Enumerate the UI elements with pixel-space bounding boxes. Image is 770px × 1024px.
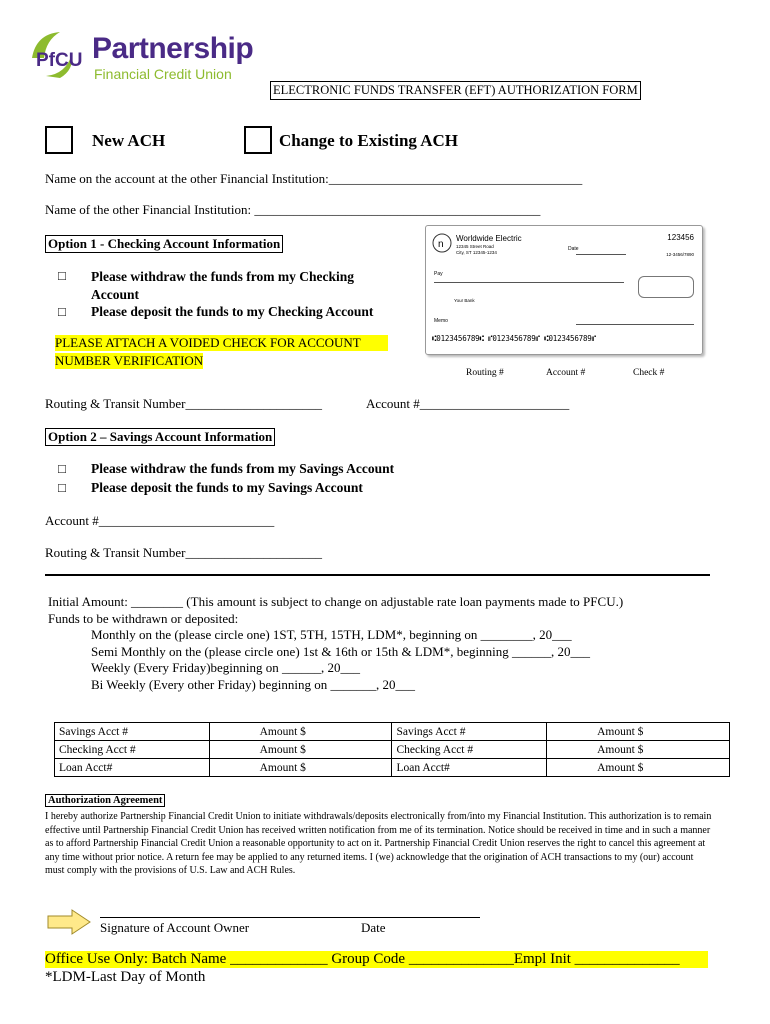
attach-notice-line2: NUMBER VERIFICATION [55, 353, 204, 368]
savings-deposit-checkbox[interactable]: □ [58, 480, 66, 495]
check-pay-label: Pay [434, 271, 443, 277]
check-address-2: City, ST 12345-1234 [456, 250, 497, 255]
lightbulb-icon [431, 232, 453, 254]
attach-check-notice [55, 334, 388, 370]
table-row [55, 723, 730, 741]
account-name-field[interactable]: Name on the account at the other Financial Institution:_______________________________________ [45, 171, 583, 186]
check-bank-code: 12-3456/7890 [666, 252, 694, 257]
check-pay-line [434, 282, 624, 283]
savings-withdraw-label: Please withdraw the funds from my Savings Account [91, 461, 395, 476]
initial-amount-field[interactable]: Initial Amount: ________ (This amount is subject to change on adjustable rate loan payments made to PFCU.) [48, 594, 624, 609]
funds-schedule-label: Funds to be withdrawn or deposited: [48, 611, 239, 626]
weekly-option[interactable]: Weekly (Every Friday)beginning on ______, 20___ [91, 660, 361, 675]
check-account-label: Account # [546, 368, 586, 378]
check-number: 123456 [667, 233, 694, 242]
semi-monthly-option[interactable]: Semi Monthly on the (please circle one) 1st & 16th or 15th & LDM*, beginning ______, 20___ [91, 644, 590, 659]
section-divider [45, 574, 710, 576]
savings-routing-field[interactable]: Routing & Transit Number_____________________ [45, 545, 322, 560]
arrow-right-icon [46, 908, 92, 936]
checking-withdraw-label: Please withdraw the funds from my Checking Account [91, 269, 354, 302]
check-date-line [576, 254, 626, 255]
check-bank-name: Your Bank [454, 298, 475, 303]
table-cell[interactable]: Amount $ [209, 723, 392, 741]
check-number-label: Check # [633, 368, 665, 378]
checking-deposit-label: Please deposit the funds to my Checking Account [91, 304, 374, 319]
monthly-option[interactable]: Monthly on the (please circle one) 1ST, 5TH, 15TH, LDM*, beginning on ________, 20___ [91, 627, 572, 642]
sample-check-image [425, 225, 703, 355]
checking-withdraw-checkbox[interactable]: □ [58, 268, 66, 283]
check-memo-label: Memo [434, 318, 448, 324]
new-ach-label: New ACH [92, 131, 166, 150]
table-cell[interactable]: Savings Acct # [392, 723, 547, 741]
check-amount-box [638, 276, 694, 298]
accounts-table [54, 722, 730, 777]
table-cell[interactable]: Loan Acct# [55, 759, 210, 777]
savings-deposit-label: Please deposit the funds to my Savings Account [91, 480, 363, 495]
institution-name-field[interactable]: Name of the other Financial Institution: ____________________________________________ [45, 202, 541, 217]
check-signature-line [576, 324, 694, 325]
agreement-header: Authorization Agreement [45, 794, 165, 807]
table-cell[interactable]: Amount $ [547, 759, 730, 777]
table-cell[interactable]: Amount $ [547, 723, 730, 741]
change-ach-label: Change to Existing ACH [279, 131, 458, 150]
table-row [55, 759, 730, 777]
check-date-label: Date [568, 246, 579, 252]
office-use-line: Office Use Only: Batch Name _____________ Group Code ______________Empl Init ______________ [45, 951, 708, 968]
svg-text:PfCU: PfCU [36, 50, 83, 71]
table-cell[interactable]: Loan Acct# [392, 759, 547, 777]
savings-withdraw-checkbox[interactable]: □ [58, 461, 66, 476]
agreement-text: I hereby authorize Partnership Financial Credit Union to initiate withdrawals/deposits electronically from/into my Financial Institution. This authorization is to remain effective until Partnership Financial Credit Union has received written notification from me of its termination. Notice should be received in time and in such a manner as to afford Partnership Financial Credit Union a reasonable opportunity to act on it. Partnership Financial Credit Union reserves the right to cancel this agreement at any time without prior notice. A return fee may be applied to any returned items. I (we) acknowledge that the origination of ACH transactions to my (our) account must comply with the provisions of U.S. Law and ACH Rules. [45, 811, 712, 876]
savings-account-field[interactable]: Account #___________________________ [45, 513, 275, 528]
logo-name: Partnership [92, 32, 254, 65]
signature-line[interactable] [100, 917, 480, 918]
table-row [55, 741, 730, 759]
check-routing-label: Routing # [466, 368, 504, 378]
option1-header: Option 1 - Checking Account Information [45, 235, 283, 253]
check-company: Worldwide Electric [456, 234, 522, 243]
checking-routing-field[interactable]: Routing & Transit Number_____________________ [45, 396, 322, 411]
change-ach-checkbox[interactable] [244, 126, 272, 154]
table-cell[interactable]: Amount $ [209, 741, 392, 759]
new-ach-checkbox[interactable] [45, 126, 73, 154]
pfcu-logo-icon [26, 28, 90, 80]
biweekly-option[interactable]: Bi Weekly (Every other Friday) beginning on _______, 20___ [91, 677, 416, 692]
logo-subtitle: Financial Credit Union [94, 66, 232, 82]
table-cell[interactable]: Amount $ [209, 759, 392, 777]
ldm-footnote: *LDM-Last Day of Month [45, 969, 206, 985]
check-address-1: 12345 Street Road [456, 244, 494, 249]
check-micr-line: ⑆0123456789⑆ ⑈0123456789⑈ ⑆0123456789⑈ [432, 334, 596, 343]
signature-date-label: Date [361, 920, 386, 935]
table-cell[interactable]: Amount $ [547, 741, 730, 759]
checking-deposit-checkbox[interactable]: □ [58, 304, 66, 319]
form-title: ELECTRONIC FUNDS TRANSFER (EFT) AUTHORIZATION FORM [270, 81, 641, 100]
attach-notice-line1: PLEASE ATTACH A VOIDED CHECK FOR ACCOUNT [55, 335, 388, 351]
option2-header: Option 2 – Savings Account Information [45, 428, 275, 446]
svg-text:n: n [438, 239, 444, 250]
table-cell[interactable]: Checking Acct # [55, 741, 210, 759]
checking-account-field[interactable]: Account #_______________________ [366, 396, 570, 411]
signature-owner-label: Signature of Account Owner [100, 920, 250, 935]
table-cell[interactable]: Savings Acct # [55, 723, 210, 741]
table-cell[interactable]: Checking Acct # [392, 741, 547, 759]
